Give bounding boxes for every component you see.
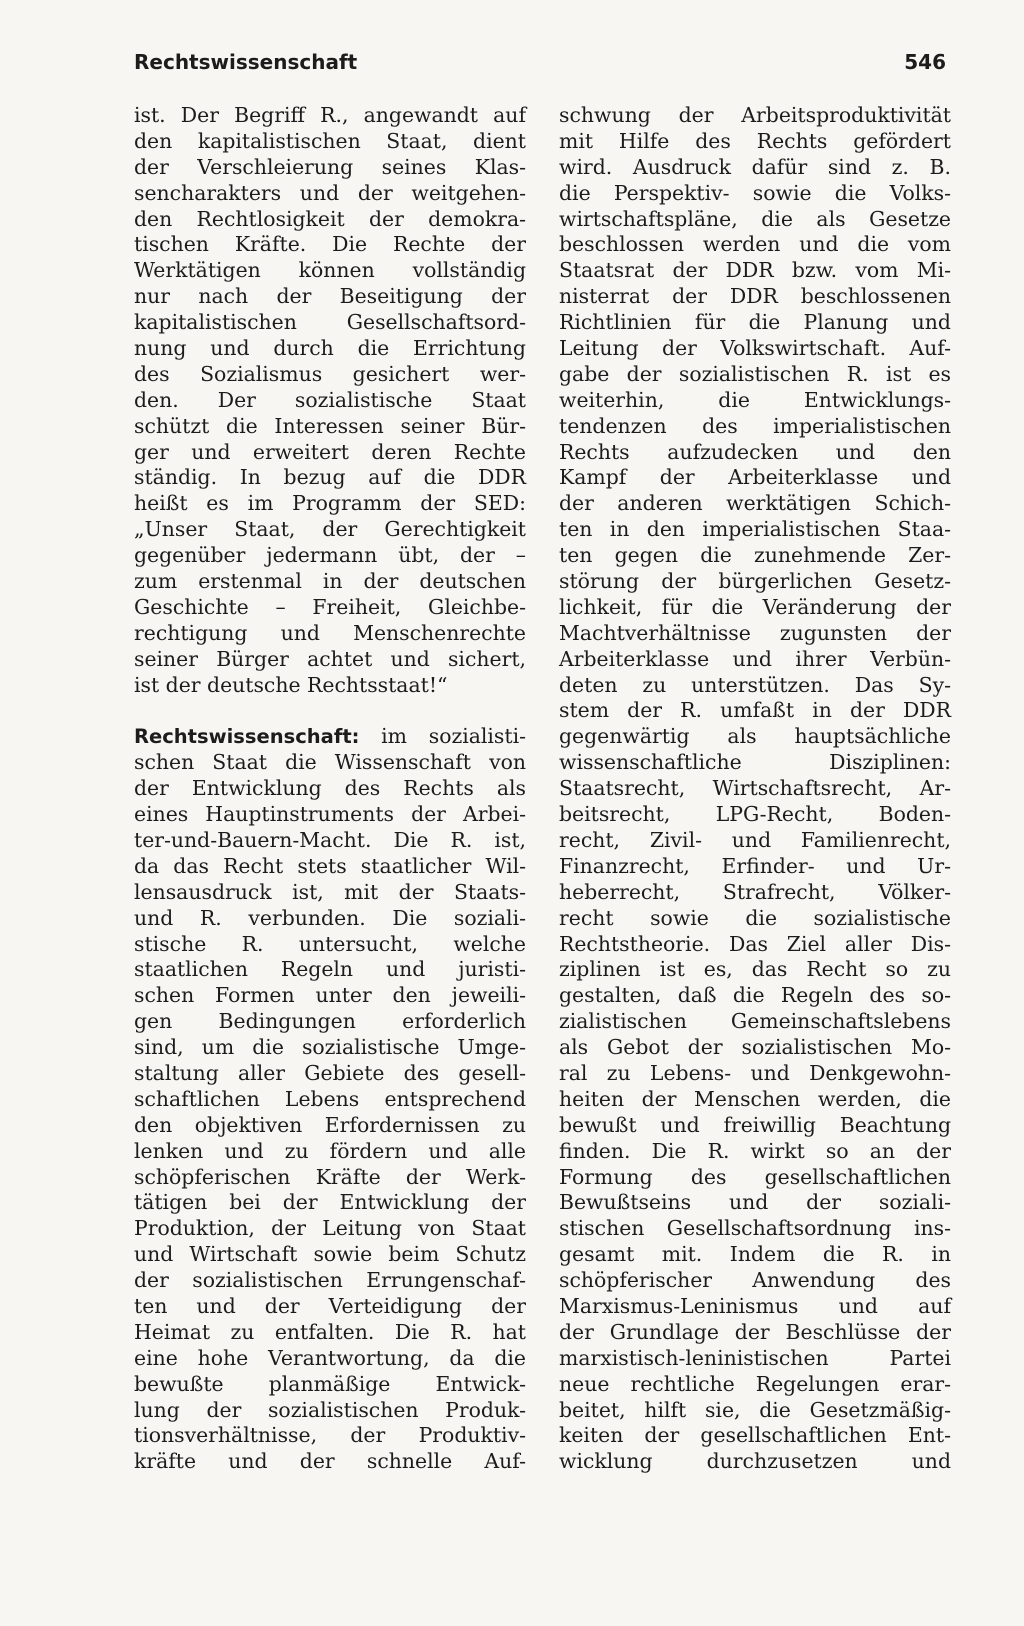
text-line: finden. Die R. wirkt so an der <box>559 1138 951 1163</box>
running-head-title: Rechtswissenschaft <box>134 50 358 74</box>
text-line: der anderen werktätigen Schich- <box>559 491 951 516</box>
text-line: neue rechtliche Regelungen erar- <box>559 1371 951 1396</box>
text-line: recht, Zivil- und Familienrecht, <box>559 827 951 852</box>
text-line: wissenschaftliche Disziplinen: <box>559 750 951 775</box>
text-line: gegenüber jedermann übt, der – <box>134 543 526 568</box>
text-line: ger und erweitert deren Rechte <box>134 439 526 464</box>
text-line: mit Hilfe des Rechts gefördert <box>559 128 951 153</box>
text-line: da das Recht stets staatlicher Wil- <box>134 853 526 878</box>
text-line: schen Staat die Wissenschaft von <box>134 750 526 775</box>
text-line: nisterrat der DDR beschlossenen <box>559 284 951 309</box>
text-line: zialistischen Gemeinschaftslebens <box>559 1009 951 1034</box>
text-line: gegenwärtig als hauptsächliche <box>559 724 951 749</box>
text-line: stem der R. umfaßt in der DDR <box>559 698 951 723</box>
entry-first-line-text: im sozialisti- <box>359 724 526 749</box>
text-line: störung der bürgerlichen Gesetz- <box>559 569 951 594</box>
text-line: eine hohe Verantwortung, da die <box>134 1345 526 1370</box>
text-line: Richtlinien für die Planung und <box>559 310 951 335</box>
text-line: ist der deutsche Rechtsstaat!“ <box>134 672 448 697</box>
text-line: Produktion, der Leitung von Staat <box>134 1216 526 1241</box>
text-line: staltung aller Gebiete des gesell- <box>134 1060 526 1085</box>
text-line: als Gebot der sozialistischen Mo- <box>559 1035 951 1060</box>
text-line: die Perspektiv- sowie die Volks- <box>559 180 951 205</box>
entry-first-line <box>134 724 526 750</box>
text-line: sencharakters und der weitgehen- <box>134 180 526 205</box>
text-line: schöpferischer Anwendung des <box>559 1268 951 1293</box>
text-line: schöpferischen Kräfte der Werk- <box>134 1164 526 1189</box>
entry-gap <box>134 698 526 724</box>
text-line: keiten der gesellschaftlichen Ent- <box>559 1423 951 1448</box>
text-line: Geschichte – Freiheit, Gleichbe- <box>134 594 526 619</box>
text-line: weiterhin, die Entwicklungs- <box>559 387 951 412</box>
text-line: gestalten, daß die Regeln des so- <box>559 983 951 1008</box>
text-line: marxistisch-leninistischen Partei <box>559 1345 951 1370</box>
text-line: schwung der Arbeitsproduktivität <box>559 103 951 127</box>
text-line: gesamt mit. Indem die R. in <box>559 1242 951 1267</box>
text-line: der Entwicklung des Rechts als <box>134 776 526 801</box>
text-line: den objektiven Erfordernissen zu <box>134 1112 526 1137</box>
text-line: zum erstenmal in der deutschen <box>134 569 526 594</box>
text-line: gen Bedingungen erforderlich <box>134 1009 526 1034</box>
text-line: rechtigung und Menschenrechte <box>134 620 526 645</box>
text-line: „Unser Staat, der Gerechtigkeit <box>134 517 526 542</box>
text-line: Machtverhältnisse zugunsten der <box>559 620 951 645</box>
text-line: heberrecht, Strafrecht, Völker- <box>559 879 951 904</box>
text-line: und Wirtschaft sowie beim Schutz <box>134 1242 526 1267</box>
text-line: tätigen bei der Entwicklung der <box>134 1190 526 1215</box>
text-line: den. Der sozialistische Staat <box>134 387 526 412</box>
text-line: Finanzrecht, Erfinder- und Ur- <box>559 853 951 878</box>
text-line: ral zu Lebens- und Denkgewohn- <box>559 1060 951 1085</box>
text-line: eines Hauptinstruments der Arbei- <box>134 802 526 827</box>
text-line: gabe der sozialistischen R. ist es <box>559 361 951 386</box>
page-number: 546 <box>904 50 946 74</box>
text-line: Staatsrecht, Wirtschaftsrecht, Ar- <box>559 776 951 801</box>
text-line: ter-und-Bauern-Macht. Die R. ist, <box>134 827 526 852</box>
text-line: der Verschleierung seines Klas- <box>134 154 526 179</box>
text-line: Marxismus-Leninismus und auf <box>559 1293 951 1318</box>
text-line: sind, um die sozialistische Umge- <box>134 1035 526 1060</box>
text-line: Rechtstheorie. Das Ziel aller Dis- <box>559 931 951 956</box>
text-line: den kapitalistischen Staat, dient <box>134 128 526 153</box>
text-line: heiten der Menschen werden, die <box>559 1086 951 1111</box>
text-line: Leitung der Volkswirtschaft. Auf- <box>559 336 951 361</box>
text-line: Werktätigen können vollständig <box>134 258 526 283</box>
text-line: Arbeiterklasse und ihrer Verbün- <box>559 646 951 671</box>
text-line: lung der sozialistischen Produk- <box>134 1397 526 1422</box>
text-line: der Grundlage der Beschlüsse der <box>559 1319 951 1344</box>
text-line: Rechts aufzudecken und den <box>559 439 951 464</box>
text-line: schaftlichen Lebens entsprechend <box>134 1086 526 1111</box>
text-line: beschlossen werden und die vom <box>559 232 951 257</box>
text-line: bewußte planmäßige Entwick- <box>134 1371 526 1396</box>
text-line: tendenzen des imperialistischen <box>559 413 951 438</box>
text-line: stische R. untersucht, welche <box>134 931 526 956</box>
entry-headword: Rechtswissenschaft: <box>134 725 360 749</box>
text-line: Formung des gesellschaftlichen <box>559 1164 951 1189</box>
text-line: kapitalistischen Gesellschaftsord- <box>134 310 526 335</box>
text-line: tischen Kräfte. Die Rechte der <box>134 232 526 257</box>
text-line: nur nach der Beseitigung der <box>134 284 526 309</box>
text-line: des Sozialismus gesichert wer- <box>134 361 526 386</box>
text-line: recht sowie die sozialistische <box>559 905 951 930</box>
text-line: deten zu unterstützen. Das Sy- <box>559 672 951 697</box>
text-line: staatlichen Regeln und juristi- <box>134 957 526 982</box>
text-line: schen Formen unter den jeweili- <box>134 983 526 1008</box>
text-line: ziplinen ist es, das Recht so zu <box>559 957 951 982</box>
text-line: kräfte und der schnelle Auf- <box>134 1449 526 1474</box>
previous-entry-continuation <box>134 103 526 698</box>
text-line: heißt es im Programm der SED: <box>134 491 526 516</box>
text-line: wird. Ausdruck dafür sind z. B. <box>559 154 951 179</box>
entry-body-continued <box>559 103 951 1475</box>
running-head <box>134 50 946 82</box>
text-line: ten und der Verteidigung der <box>134 1293 526 1318</box>
text-line: lenken und zu fördern und alle <box>134 1138 526 1163</box>
text-line: beitsrecht, LPG-Recht, Boden- <box>559 802 951 827</box>
text-line: Heimat zu entfalten. Die R. hat <box>134 1319 526 1344</box>
text-line: nung und durch die Errichtung <box>134 336 526 361</box>
text-line: beitet, hilft sie, die Gesetzmäßig- <box>559 1397 951 1422</box>
text-line: schützt die Interessen seiner Bür- <box>134 413 526 438</box>
right-column <box>559 103 951 1475</box>
text-line: den Rechtlosigkeit der demokra- <box>134 206 526 231</box>
text-line: lensausdruck ist, mit der Staats- <box>134 879 526 904</box>
text-line: Staatsrat der DDR bzw. vom Mi- <box>559 258 951 283</box>
text-line: tionsverhältnisse, der Produktiv- <box>134 1423 526 1448</box>
text-line: bewußt und freiwillig Beachtung <box>559 1112 951 1137</box>
text-line: stischen Gesellschaftsordnung ins- <box>559 1216 951 1241</box>
text-line: seiner Bürger achtet und sichert, <box>134 646 526 671</box>
text-line: ten in den imperialistischen Staa- <box>559 517 951 542</box>
text-line: wicklung durchzusetzen und <box>559 1449 951 1474</box>
text-line: und R. verbunden. Die soziali- <box>134 905 526 930</box>
entry-body <box>134 750 526 1475</box>
text-line: wirtschaftspläne, die als Gesetze <box>559 206 951 231</box>
text-line: ten gegen die zunehmende Zer- <box>559 543 951 568</box>
text-line: der sozialistischen Errungenschaf- <box>134 1268 526 1293</box>
left-column <box>134 103 526 1475</box>
text-line: lichkeit, für die Veränderung der <box>559 594 951 619</box>
text-line: ist. Der Begriff R., angewandt auf <box>134 103 526 127</box>
text-line: Bewußtseins und der soziali- <box>559 1190 951 1215</box>
text-line: ständig. In bezug auf die DDR <box>134 465 526 490</box>
text-line: Kampf der Arbeiterklasse und <box>559 465 951 490</box>
